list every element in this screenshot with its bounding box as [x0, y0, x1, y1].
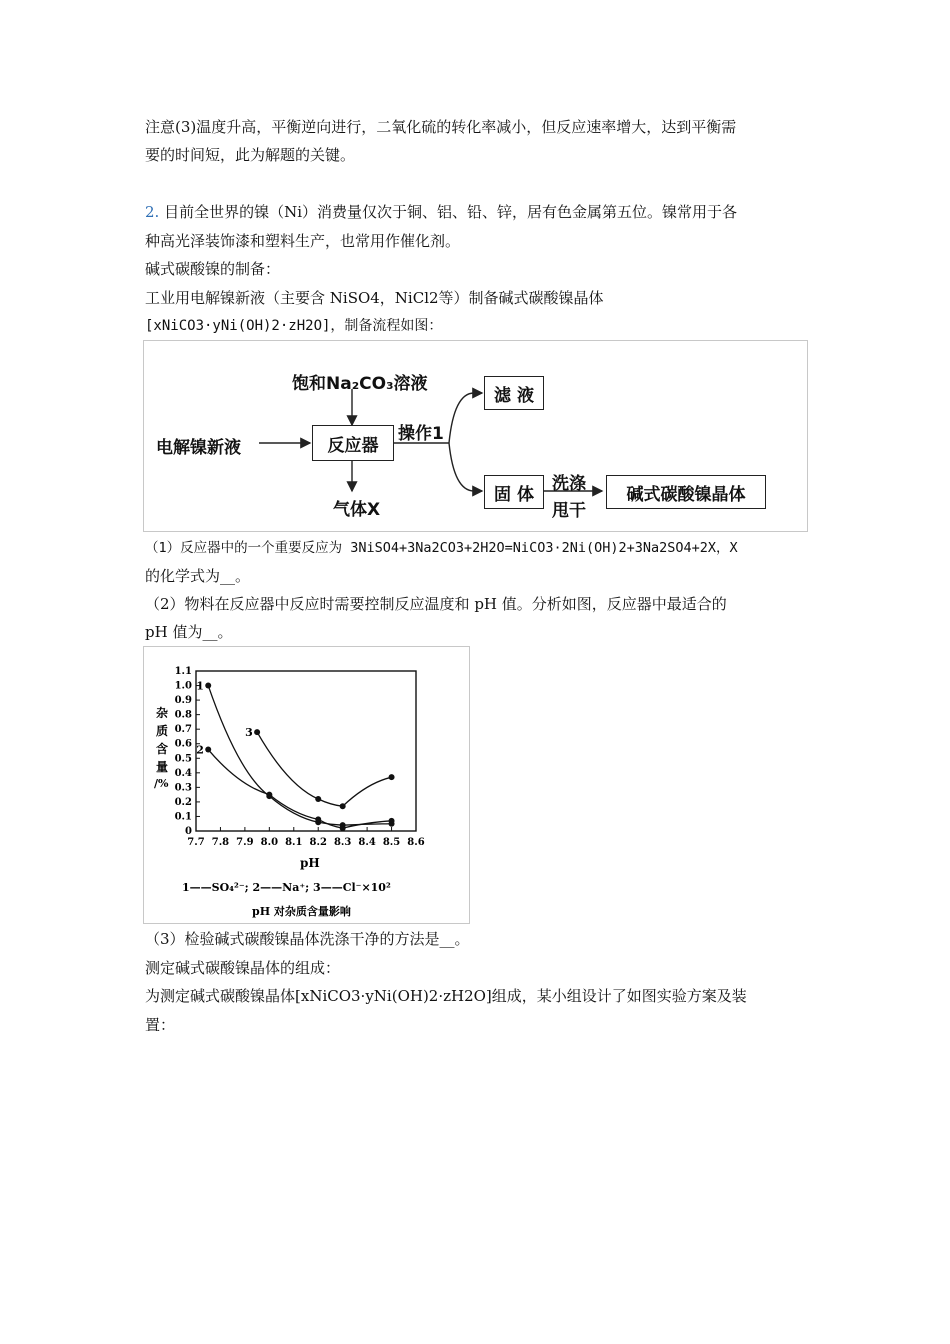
- series-point-3: [389, 774, 395, 780]
- series-point-1: [205, 683, 211, 689]
- y-axis-label-3: 含: [156, 742, 169, 756]
- y-axis-label-4: 量: [156, 760, 169, 774]
- plot-frame: [196, 671, 416, 831]
- para-1-line-1: 注意(3)温度升高，平衡逆向进行，二氧化硫的转化率减小，但反应速率增大，达到平衡需: [145, 118, 737, 136]
- chart-axes: [196, 671, 416, 831]
- filtrate-label: 滤 液: [494, 385, 534, 406]
- series-point-3: [254, 729, 260, 735]
- x-tick-label: 8.5: [382, 837, 401, 848]
- y-tick-label: 0: [185, 826, 192, 837]
- x-tick-label: 7.9: [236, 837, 254, 848]
- y-tick-label: 0.6: [174, 738, 192, 750]
- x-axis-label: pH: [300, 856, 320, 870]
- label-spin-dry: 甩干: [552, 501, 586, 521]
- x-tick-label: 8.0: [260, 837, 279, 848]
- sub-question-3: （3）检验碱式碳酸镍晶体洗涤干净的方法是__。: [145, 930, 470, 948]
- product-label: 碱式碳酸镍晶体: [626, 484, 746, 505]
- y-tick-label: 1.0: [174, 680, 192, 692]
- y-tick-label: 1.1: [174, 666, 192, 677]
- question-2-line-1: [145, 198, 737, 226]
- chart-series: [196, 680, 394, 832]
- y-axis-label-5: /%: [154, 777, 169, 790]
- series-point-2: [205, 747, 211, 753]
- series-point-3: [340, 803, 346, 809]
- label-electrolyte: 电解镍新液: [156, 438, 241, 458]
- y-tick-label: 0.5: [174, 753, 192, 765]
- section-heading-prep: 碱式碳酸镍的制备：: [145, 260, 281, 278]
- x-tick-label: 8.4: [358, 837, 376, 848]
- y-tick-label: 0.2: [174, 796, 192, 808]
- last-line-2: 置：: [145, 1016, 176, 1034]
- question-2-text: 目前全世界的镍（Ni）消费量仅次于铜、铝、铅、锌，居有色金属第五位。镍常用于各: [164, 203, 738, 221]
- series-point-2: [389, 818, 395, 824]
- para-1-line-2: 要的时间短，此为解题的关键。: [145, 146, 356, 164]
- product-box: [606, 475, 766, 509]
- x-tick-label: 8.1: [285, 837, 303, 848]
- y-tick-label: 0.3: [174, 782, 192, 794]
- x-tick-label: 8.3: [333, 837, 352, 848]
- y-axis-label-2: 质: [156, 724, 169, 738]
- series-point-3: [315, 796, 321, 802]
- question-2-line-2: 种高光泽装饰漆和塑料生产，也常用作催化剂。: [145, 232, 461, 250]
- sub-question-2-line-1: （2）物料在反应器中反应时需要控制反应温度和 pH 值。分析如图，反应器中最适合的: [145, 595, 727, 613]
- x-tick-label: 7.7: [187, 837, 205, 848]
- process-flow-diagram: [143, 340, 808, 532]
- y-tick-label: 0.9: [174, 695, 192, 707]
- y-tick-label: 0.7: [174, 724, 192, 736]
- series-point-2: [340, 825, 346, 831]
- series-label-1: 1: [196, 679, 204, 693]
- sub-question-1-line-2: 的化学式为__。: [145, 567, 251, 585]
- section-heading-measure: 测定碱式碳酸镍晶体的组成：: [145, 959, 341, 977]
- y-tick-label: 0.1: [174, 811, 192, 823]
- series-label-2: 2: [196, 743, 204, 757]
- x-tick-label: 8.2: [309, 837, 327, 848]
- industrial-line: 工业用电解镍新液（主要含 NiSO4，NiCl2等）制备碱式碳酸镍晶体: [145, 289, 604, 307]
- series-label-3: 3: [245, 726, 253, 740]
- last-line-1: 为测定碱式碳酸镍晶体[xNiCO3·yNi(OH)2·zH2O]组成，某小组设计了如图实验方案及装: [145, 987, 747, 1005]
- label-operation-1: 操作1: [398, 424, 444, 444]
- y-tick-label: 0.4: [174, 767, 192, 779]
- label-na2co3-solution: 饱和Na₂CO₃溶液: [292, 374, 428, 394]
- label-gas-x: 气体X: [333, 500, 381, 520]
- formula-line: [xNiCO3·yNi(OH)2·zH2O]，制备流程如图：: [145, 318, 443, 334]
- chart-legend: 1——SO₄²⁻; 2——Na⁺; 3——Cl⁻×10²: [182, 881, 391, 894]
- y-axis-label-1: 杂: [156, 706, 169, 720]
- x-tick-label: 8.6: [407, 837, 425, 848]
- question-number: 2.: [145, 203, 160, 221]
- chart-title: pH 对杂质含量影响: [252, 905, 351, 918]
- reactor-box: [312, 425, 394, 461]
- ph-impurity-chart: [143, 646, 470, 924]
- reactor-label: 反应器: [327, 435, 379, 456]
- series-line-3: [257, 732, 391, 806]
- x-tick-label: 7.8: [211, 837, 230, 848]
- series-point-2: [266, 792, 272, 798]
- y-tick-label: 0.8: [174, 709, 192, 721]
- chart-svg: [144, 647, 469, 923]
- label-wash: 洗涤: [552, 474, 586, 494]
- sub-question-2-line-2: pH 值为__。: [145, 623, 233, 641]
- filtrate-box: [484, 376, 544, 410]
- sub-question-1-line-1: （1）反应器中的一个重要反应为 3NiSO4+3Na2CO3+2H2O=NiCO3·2Ni(OH)2+3Na2SO4+2X，X: [145, 540, 738, 556]
- solid-box: [484, 475, 544, 509]
- solid-label: 固 体: [494, 484, 534, 505]
- series-line-1: [208, 686, 391, 826]
- series-point-2: [315, 816, 321, 822]
